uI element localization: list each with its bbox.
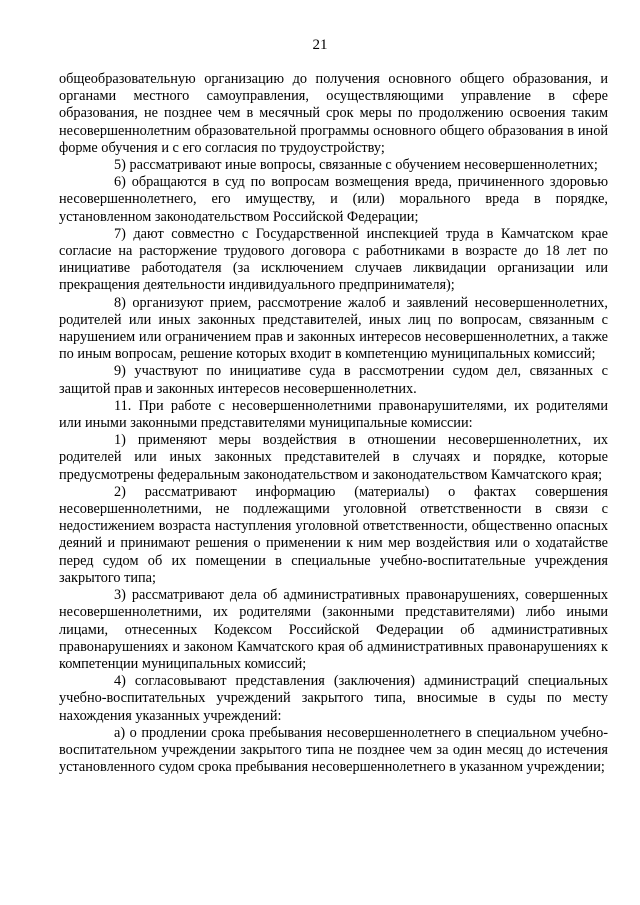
- document-body: [59, 71, 608, 776]
- paragraph-section-11-item-1: 1) применяют меры воздействия в отношении несовершеннолетних, их родителей или иных законных представителей в случаях и порядке, которые предусмотрены федеральным законодательством и законодательством Камчатского края;: [59, 432, 608, 483]
- paragraph-section-11-item-2: 2) рассматривают информацию (материалы) о фактах совершения несовершеннолетними, не подлежащими уголовной ответственности в связи с недостижением возраста наступления уголовной ответственности, общественно опасных деяний и принимают решения о применении к ним мер воздействия или о ходатайстве перед судом об их помещении в специальные учебно-воспитательные учреждения закрытого типа;: [59, 483, 608, 586]
- paragraph-item-5: 5) рассматривают иные вопросы, связанные с обучением несовершеннолетних;: [114, 157, 598, 174]
- page-number: 21: [312, 37, 328, 53]
- paragraph-subitem-a: а) о продлении срока пребывания несовершеннолетнего в специальном учебно-воспитательном учреждении закрытого типа не позднее чем за один месяц до истечения установленного судом срока пребывания несовершеннолетнего в указанном учреждении;: [59, 724, 608, 776]
- paragraph-section-11-item-3: 3) рассматривают дела об административных правонарушениях, совершенных несовершеннолетними, их родителями (законными представителями) либо иными лицами, отнесенных Кодексом Российской Федерации об административных правонарушениях и законом Камчатского края об административных правонарушениях к компетенции муниципальных комиссий;: [59, 587, 608, 672]
- paragraph-section-11: 11. При работе с несовершеннолетними правонарушителями, их родителями или иными законными представителями муниципальные комиссии:: [59, 397, 608, 432]
- paragraph-continuation: общеобразовательную организацию до получения основного общего образования, и органами местного самоуправления, осуществляющими управление в сфере образования, не позднее чем в месячный срок меры по продолжению освоения таким несовершеннолетним образовательной программы основного общего образования в иной форме обучения и с его согласия по трудоустройству;: [59, 71, 608, 156]
- paragraph-section-11-item-4: 4) согласовывают представления (заключения) администраций специальных учебно-воспитательных учреждений закрытого типа, вносимые в суды по месту нахождения указанных учреждений:: [59, 673, 608, 724]
- paragraph-item-8: 8) организуют прием, рассмотрение жалоб и заявлений несовершеннолетних, родителей или иных законных представителей, иных лиц по вопросам, связанным с нарушением или ограничением прав и законных интересов несовершеннолетних, а также по иным вопросам, решение которых входит в компетенцию муниципальных комиссий;: [59, 294, 608, 363]
- paragraph-item-9: 9) участвуют по инициативе суда в рассмотрении судом дел, связанных с защитой прав и законных интересов несовершеннолетних.: [59, 363, 608, 397]
- paragraph-item-6: 6) обращаются в суд по вопросам возмещения вреда, причиненного здоровью несовершеннолетнего, его имуществу, и (или) морального вреда в порядке, установленном законодательством Российской Федерации;: [59, 174, 608, 225]
- paragraph-item-7: 7) дают совместно с Государственной инспекцией труда в Камчатском крае согласие на расторжение трудового договора с работниками в возрасте до 18 лет по инициативе работодателя (за исключением случаев ликвидации организации или прекращения деятельности индивидуального предпринимателя);: [59, 225, 608, 294]
